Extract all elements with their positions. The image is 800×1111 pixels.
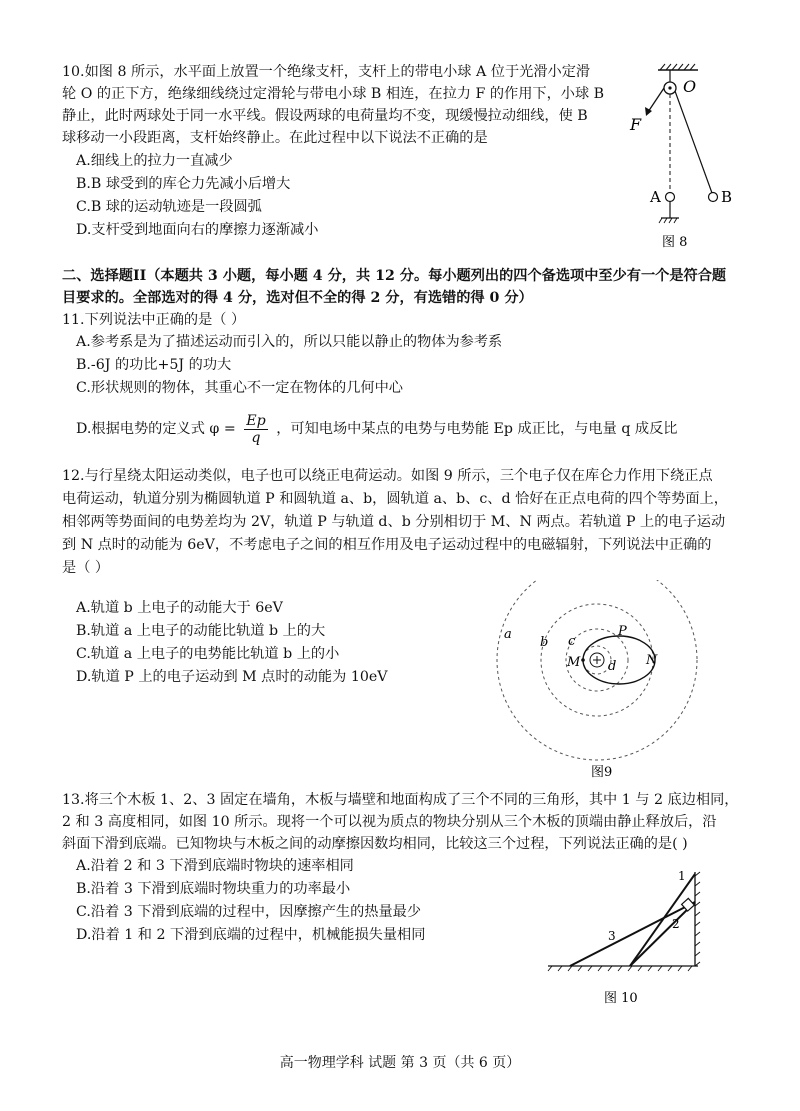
figure-9-orbit-diagram xyxy=(494,580,744,780)
q11-option-d-suffix: ，可知电场中某点的电势与电势能 Ep 成正比，与电量 q 成反比 xyxy=(276,421,678,437)
q10-option-c: C.B 球的运动轨迹是一段圆弧 xyxy=(76,199,262,215)
q12-option-d: D.轨道 P 上的电子运动到 M 点时的动能为 10eV xyxy=(76,669,388,685)
q10-line-3: 静止，此时两球处于同一水平线。假设两球的电荷量均不变，现缓慢拉动细线，使 B xyxy=(62,108,588,124)
q12-line-2: 电荷运动，轨道分别为椭圆轨道 P 和圆轨道 a、b，圆轨道 a、b、c、d 恰好在正点电荷的四个等势面上， xyxy=(62,491,728,507)
figure-8-caption: 图 8 xyxy=(662,235,688,250)
q10-line-1: 10.如图 8 所示，水平面上放置一个绝缘支杆，支杆上的带电小球 A 位于光滑小定滑 xyxy=(62,64,591,80)
page-footer: 高一物理学科 试题 第 3 页（共 6 页） xyxy=(279,1055,521,1071)
q11-option-a: A.参考系是为了描述运动而引入的，所以只能以静止的物体为参考系 xyxy=(76,334,503,350)
label-board-3: 3 xyxy=(608,929,616,943)
fraction-denominator: q xyxy=(251,429,261,446)
figure-9-caption: 图9 xyxy=(591,765,613,780)
section-2-heading-2: 目要求的。全部选对的得 4 分，选对但不全的得 2 分，有选错的得 0 分） xyxy=(62,290,533,306)
q12-line-5: 是（ ） xyxy=(62,560,110,576)
figure-10-boards-diagram xyxy=(540,862,740,1012)
q13-line-1: 13.将三个木板 1、2、3 固定在墙角，木板与墙壁和地面构成了三个不同的三角形，其中 1 与 2 底边相同， xyxy=(62,792,739,808)
label-o: O xyxy=(683,77,697,96)
figure-10-caption: 图 10 xyxy=(604,991,638,1006)
label-a: A xyxy=(650,188,661,206)
q13-option-c: C.沿着 3 下滑到底端的过程中，因摩擦产生的热量最少 xyxy=(76,904,422,920)
q10-line-2: 轮 O 的正下方，绝缘细线绕过定滑轮与带电小球 B 相连，在拉力 F 的作用下，小球 B xyxy=(62,86,605,102)
fraction-numerator: Ep xyxy=(246,412,266,429)
q13-option-b: B.沿着 3 下滑到底端时物块重力的功率最小 xyxy=(76,881,351,897)
q13-option-a: A.沿着 2 和 3 下滑到底端时物块的速率相同 xyxy=(76,858,354,874)
q12-line-4: 到 N 点时的动能为 6eV，不考虑电子之间的相互作用及电子运动过程中的电磁辐射，下列说法中正确的 xyxy=(62,537,712,553)
q10-option-b: B.B 球受到的库仑力先减小后增大 xyxy=(76,176,291,192)
q12-option-a: A.轨道 b 上电子的动能大于 6eV xyxy=(76,600,283,616)
q13-line-2: 2 和 3 高度相同，如图 10 所示。现将一个可以视为质点的物块分别从三个木板的顶端由静止释放后，沿 xyxy=(62,814,717,830)
q12-line-1: 12.与行星绕太阳运动类似，电子也可以绕正电荷运动。如图 9 所示，三个电子仅在库仑力作用下绕正点 xyxy=(62,468,713,484)
label-orbit-c: c xyxy=(568,634,576,649)
label-orbit-p: P xyxy=(618,624,627,639)
potential-fraction xyxy=(244,413,267,446)
label-point-n: N xyxy=(646,653,658,668)
q11-option-d-prefix: D.根据电势的定义式 φ = xyxy=(76,421,236,437)
q11-option-c: C.形状规则的物体，其重心不一定在物体的几何中心 xyxy=(76,380,403,396)
q13-option-d: D.沿着 1 和 2 下滑到底端的过程中，机械能损失量相同 xyxy=(76,927,426,943)
label-f: F xyxy=(630,115,642,134)
label-board-1: 1 xyxy=(678,869,686,883)
q11-option-d xyxy=(76,410,677,448)
label-b: B xyxy=(721,188,733,206)
q10-line-4: 球移动一小段距离，支杆始终静止。在此过程中以下说法不正确的是 xyxy=(62,130,488,146)
q12-option-b: B.轨道 a 上电子的动能比轨道 b 上的大 xyxy=(76,623,326,639)
q11-option-b: B.-6J 的功比+5J 的功大 xyxy=(76,357,232,373)
label-point-m: M xyxy=(567,655,581,670)
q12-option-c: C.轨道 a 上电子的电势能比轨道 b 上的小 xyxy=(76,646,340,662)
q10-option-d: D.支杆受到地面向右的摩擦力逐渐减小 xyxy=(76,222,319,238)
label-orbit-b: b xyxy=(540,635,549,650)
q13-line-3: 斜面下滑到底端。已知物块与木板之间的动摩擦因数均相同，比较这三个过程，下列说法正确的是( ) xyxy=(62,836,688,852)
section-2-heading-1: 二、选择题II（本题共 3 小题，每小题 4 分，共 12 分。每小题列出的四个备选项中至少有一个是符合题 xyxy=(62,268,727,284)
label-board-2: 2 xyxy=(672,917,680,931)
q11-stem: 11.下列说法中正确的是（ ） xyxy=(62,312,246,328)
q12-line-3: 相邻两等势面间的电势差均为 2V，轨道 P 与轨道 d、b 分别相切于 M、N 两点。若轨道 P 上的电子运动 xyxy=(62,514,726,530)
q10-option-a: A.细线上的拉力一直减少 xyxy=(76,153,233,169)
label-orbit-a: a xyxy=(504,627,512,642)
label-orbit-d: d xyxy=(608,659,617,674)
figure-8-pulley-diagram xyxy=(620,60,760,255)
